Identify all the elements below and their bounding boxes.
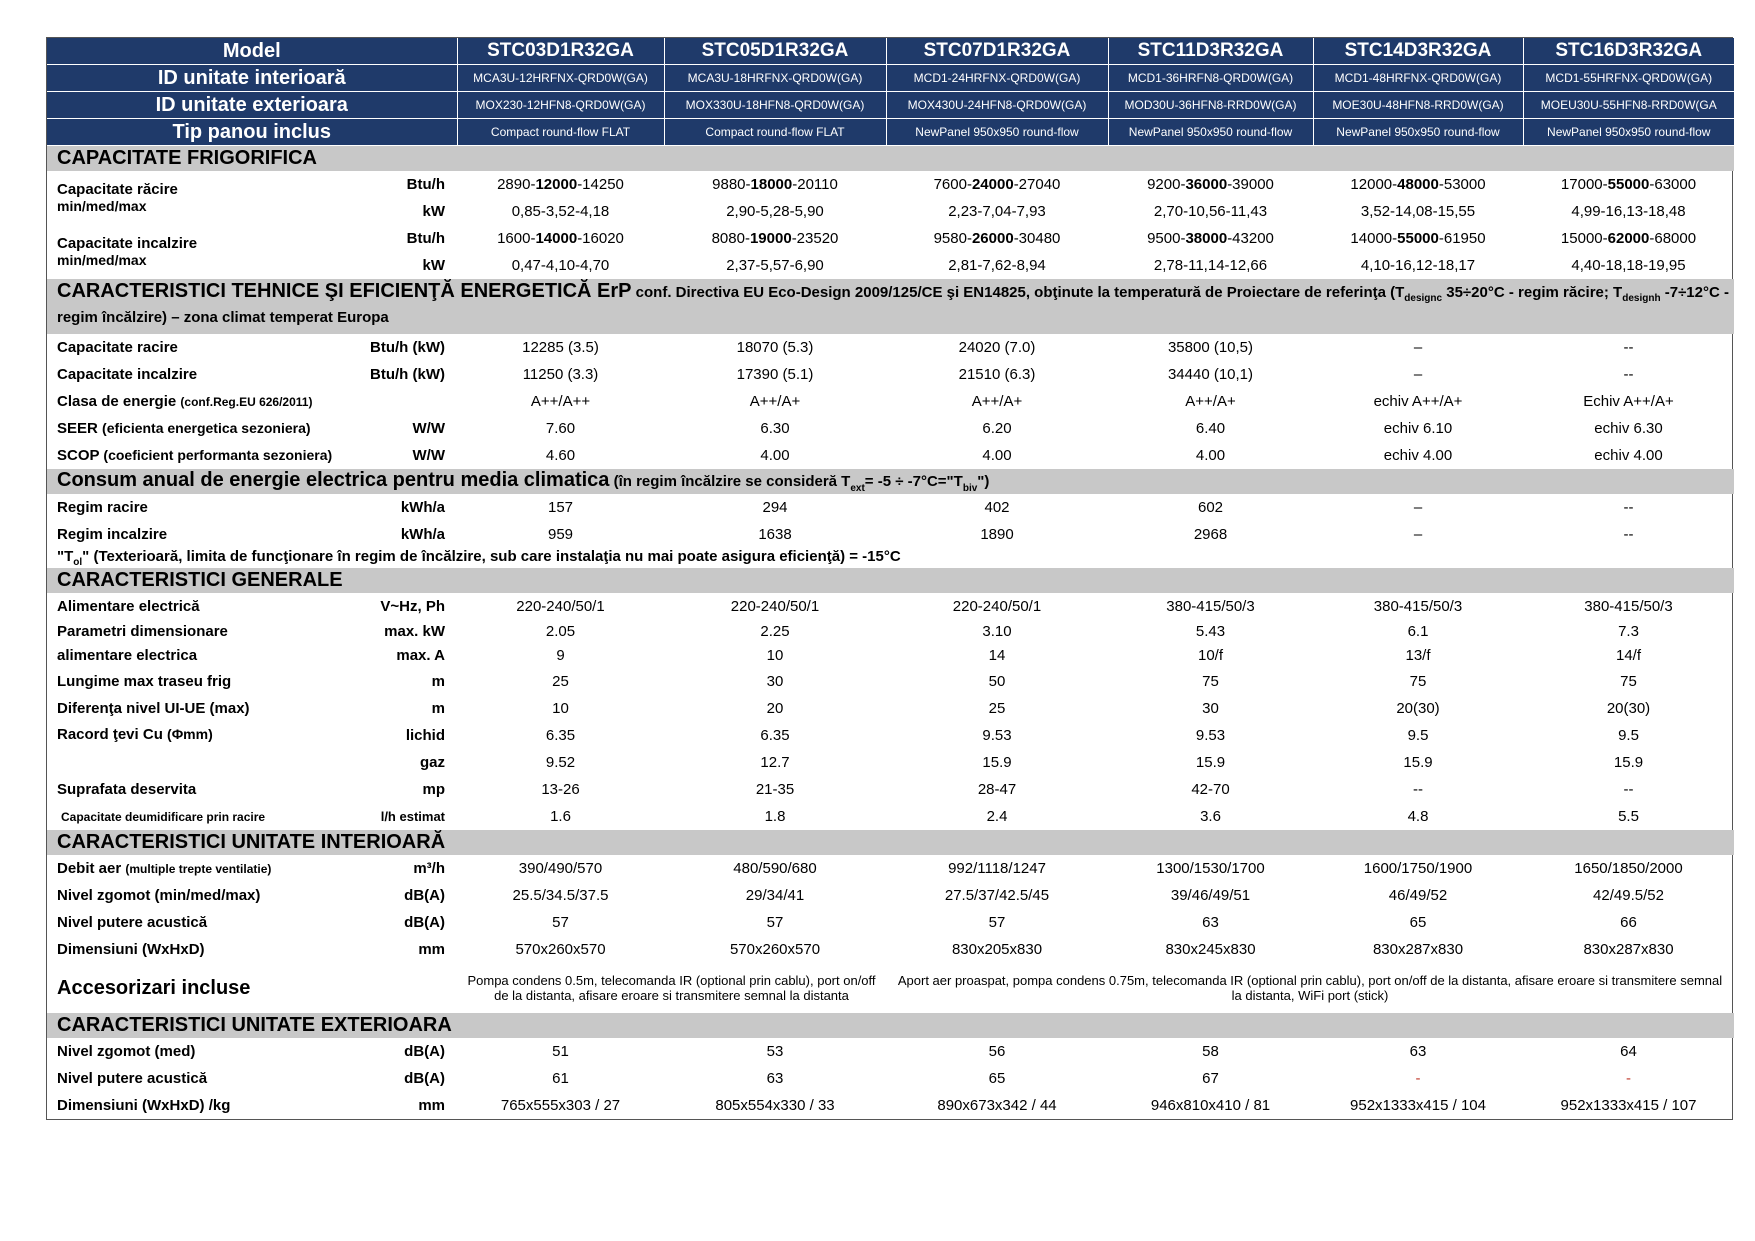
outdoor-noise-row	[47, 1038, 1734, 1065]
panel-type: NewPanel 950x950 round-flow	[1313, 119, 1523, 146]
outdoor-id: MOEU30U-55HFN8-RRD0W(GA	[1523, 92, 1734, 119]
unit-label: Btu/h (kW)	[370, 366, 445, 383]
indoor-id: MCD1-48HRFNX-QRD0W(GA)	[1313, 65, 1523, 92]
value-cell: echiv 4.00	[1383, 447, 1453, 464]
value-cell: 9.5	[1618, 727, 1639, 744]
value-cell: 9.53	[982, 727, 1012, 744]
unit-label: mm	[418, 1097, 445, 1114]
value-cell: 6.30	[760, 420, 790, 437]
value-cell: 64	[1620, 1043, 1637, 1060]
value-cell: 9200-36000-39000	[1147, 176, 1274, 193]
value-cell: 9.53	[1195, 727, 1226, 744]
row-label: Capacitate incalzire	[57, 366, 198, 383]
row-label: Debit aer (multiple trepte ventilatie)	[57, 860, 272, 877]
seer-row	[47, 415, 1734, 442]
panel-type: NewPanel 950x950 round-flow	[886, 119, 1108, 146]
value-cell: 25	[988, 700, 1006, 717]
value-cell: 75	[1202, 673, 1219, 690]
energy-class-row	[47, 388, 1734, 415]
value-cell: 830x245x830	[1165, 941, 1256, 958]
erp-heating-row	[47, 361, 1734, 388]
value-cell: 63	[766, 1070, 784, 1087]
value-cell: 10	[552, 700, 569, 717]
value-cell: 20	[766, 700, 784, 717]
panel-type: NewPanel 950x950 round-flow	[1523, 119, 1734, 146]
value-cell: 220-240/50/1	[952, 598, 1042, 615]
value-cell: 805x554x330 / 33	[715, 1097, 835, 1114]
value-cell: 14000-55000-61950	[1350, 230, 1486, 247]
value-cell: 952x1333x415 / 104	[1350, 1097, 1486, 1114]
value-cell: 21-35	[755, 781, 795, 798]
value-cell: 12000-48000-53000	[1350, 176, 1486, 193]
panel-label: Tip panou inclus	[47, 119, 457, 146]
value-cell: 20(30)	[1606, 700, 1651, 717]
value-cell: 30	[766, 673, 784, 690]
value-cell: 6.1 13/f	[1405, 623, 1431, 664]
value-cell: 57	[766, 914, 784, 931]
value-cell: echiv 6.30	[1594, 420, 1663, 437]
outdoor-dimensions-row	[47, 1092, 1734, 1119]
value-cell: 0,85-3,52-4,18	[511, 203, 610, 220]
value-cell: 65	[988, 1070, 1006, 1087]
value-cell: 18070 (5.3)	[736, 339, 814, 356]
section-title: CARACTERISTICI UNITATE INTERIOARĂ	[47, 830, 1734, 855]
value-cell: 27.5/37/42.5/45	[944, 887, 1050, 904]
value-cell: --	[1623, 339, 1634, 356]
airflow-row	[47, 855, 1734, 882]
value-cell: 50	[988, 673, 1006, 690]
value-cell: 4,40-18,18-19,95	[1571, 257, 1686, 274]
section-general	[47, 568, 1734, 593]
value-cell: 35800 (10,5)	[1167, 339, 1254, 356]
unit-label: dB(A)	[404, 914, 445, 931]
unit-label: mm	[418, 941, 445, 958]
value-cell: 9580-26000-30480	[933, 230, 1061, 247]
value-cell: 39/46/49/51	[1170, 887, 1251, 904]
row-label: SCOP (coeficient performanta sezoniera)	[57, 447, 333, 464]
value-cell: A++/A+	[1185, 393, 1236, 410]
scop-row	[47, 442, 1734, 469]
value-cell: 6.20	[982, 420, 1012, 437]
unit-label: kW	[422, 203, 445, 220]
value-cell: 4.00	[982, 447, 1012, 464]
value-cell: --	[1623, 526, 1634, 543]
annual-cooling-row	[47, 494, 1734, 521]
value-cell: 11250 (3.3)	[522, 366, 599, 383]
value-cell: 380-415/50/3	[1166, 598, 1255, 615]
value-cell: 402	[984, 499, 1010, 516]
value-cell: 1.8	[764, 808, 786, 825]
value-cell: --	[1623, 366, 1634, 383]
value-cell: 220-240/50/1	[516, 598, 605, 615]
value-cell: --	[1623, 499, 1634, 516]
row-label: Nivel zgomot (min/med/max)	[57, 887, 261, 904]
model-name: STC16D3R32GA	[1523, 38, 1734, 65]
value-cell: -	[1626, 1070, 1631, 1087]
unit-label: Btu/h	[406, 230, 445, 247]
indoor-id-row	[47, 65, 1734, 92]
value-cell: echiv 6.10	[1383, 420, 1453, 437]
value-cell: 890x673x342 / 44	[937, 1097, 1057, 1114]
value-cell: 2,23-7,04-7,93	[948, 203, 1046, 220]
value-cell: 63	[1202, 914, 1219, 931]
value-cell: 30	[1202, 700, 1219, 717]
value-cell: 4,99-16,13-18,48	[1571, 203, 1686, 220]
value-cell: 294	[762, 499, 788, 516]
unit-label: l/h estimat	[380, 809, 445, 824]
value-cell: 28-47	[977, 781, 1017, 798]
value-cell: 1638	[758, 526, 792, 543]
value-cell: 830x287x830	[1372, 941, 1464, 958]
value-cell: 946x810x410 / 81	[1150, 1097, 1271, 1114]
value-cell: 75	[1409, 673, 1427, 690]
value-cell: –	[1413, 526, 1423, 543]
value-cell: 9500-38000-43200	[1147, 230, 1274, 247]
value-cell: 6.40	[1195, 420, 1226, 437]
unit-label: m	[431, 700, 445, 717]
value-cell: 380-415/50/3	[1373, 598, 1463, 615]
value-cell: 12.7	[760, 754, 790, 771]
value-cell: --	[1623, 781, 1634, 798]
section-cooling-capacity	[47, 146, 1734, 172]
level-diff-row	[47, 695, 1734, 722]
section-title: CAPACITATE FRIGORIFICA	[47, 146, 1734, 172]
section-outdoor-unit	[47, 1013, 1734, 1038]
value-cell: 3.6	[1200, 808, 1221, 825]
area-row	[47, 776, 1734, 803]
erp-cooling-row	[47, 334, 1734, 361]
row-label: Nivel zgomot (med)	[57, 1043, 196, 1060]
cooling-capacity-label	[47, 171, 357, 225]
indoor-noise-row	[47, 882, 1734, 909]
value-cell: 67	[1202, 1070, 1219, 1087]
value-cell: 61	[552, 1070, 569, 1087]
accessories-text: Pompa condens 0.5m, telecomanda IR (optional prin cablu), port on/off de la distanta, afisare eroare si transmitere semnal la distanta	[467, 973, 876, 1003]
model-header-label: Model	[47, 38, 457, 65]
value-cell: 1890	[980, 526, 1014, 543]
value-cell: echiv 4.00	[1594, 447, 1663, 464]
value-cell: 21510 (6.3)	[958, 366, 1036, 383]
value-cell: 1600/1750/1900	[1363, 860, 1473, 877]
value-cell: 1650/1850/2000	[1574, 860, 1683, 877]
value-cell: 7600-24000-27040	[933, 176, 1061, 193]
value-cell: 1300/1530/1700	[1156, 860, 1265, 877]
value-cell: 15.9	[1403, 754, 1433, 771]
outdoor-id-row	[47, 92, 1734, 119]
panel-row	[47, 119, 1734, 146]
value-cell: 3.10 14	[982, 623, 1012, 664]
value-cell: 9.52	[545, 754, 576, 771]
row-label: Dimensiuni (WxHxD) /kg	[57, 1097, 231, 1114]
heating-capacity-label	[47, 225, 357, 279]
value-cell: 12285 (3.5)	[522, 339, 599, 356]
value-cell: –	[1413, 366, 1423, 383]
value-cell: echiv A++/A+	[1373, 393, 1463, 410]
section-title-main: CARACTERISTICI TEHNICE ŞI EFICIENŢĂ ENERGETICĂ ErP	[57, 280, 632, 302]
value-cell: 380-415/50/3	[1584, 598, 1673, 615]
value-cell: Echiv A++/A+	[1583, 393, 1674, 410]
outdoor-id: MOX430U-24HFN8-QRD0W(GA)	[886, 92, 1108, 119]
value-cell: 24020 (7.0)	[958, 339, 1036, 356]
value-cell: 51	[552, 1043, 569, 1060]
value-cell: A++/A++	[530, 393, 591, 410]
value-cell: –	[1413, 339, 1423, 356]
value-cell: 4.00	[1195, 447, 1226, 464]
unit-label: kW	[422, 257, 445, 274]
value-cell: A++/A+	[971, 393, 1023, 410]
value-cell: 17000-55000-63000	[1560, 176, 1697, 193]
unit-label: dB(A)	[404, 1070, 445, 1087]
section-indoor-unit	[47, 830, 1734, 855]
pipe-liquid-row	[47, 722, 1734, 749]
value-cell: 220-240/50/1	[730, 598, 820, 615]
value-cell: -	[1415, 1070, 1421, 1087]
power-supply-row	[47, 593, 1734, 620]
value-cell: 15.9	[1195, 754, 1226, 771]
row-label: Parametri dimensionare alimentare electrica	[57, 623, 228, 664]
heating-btu-row	[47, 225, 1734, 252]
value-cell: 42/49.5/52	[1593, 887, 1664, 904]
model-name: STC14D3R32GA	[1313, 38, 1523, 65]
row-label: Dimensiuni (WxHxD)	[57, 941, 205, 958]
row-label: Capacitate deumidificare prin racire	[61, 810, 266, 824]
unit-label: V~Hz, Ph	[380, 598, 445, 615]
indoor-id: MCD1-36HRFN8-QRD0W(GA)	[1108, 65, 1313, 92]
tol-note-row	[47, 548, 1734, 568]
value-cell: 2890-12000-14250	[497, 176, 624, 193]
indoor-id: MCD1-55HRFNX-QRD0W(GA)	[1523, 65, 1734, 92]
row-label: Regim racire	[57, 499, 148, 516]
value-cell: 8080-19000-23520	[711, 230, 839, 247]
spec-sheet	[46, 37, 1733, 1120]
value-cell: 58	[1202, 1043, 1219, 1060]
unit-label: gaz	[419, 754, 445, 771]
value-cell: 3,52-14,08-15,55	[1360, 203, 1476, 220]
value-cell: 4.60	[545, 447, 576, 464]
panel-type: Compact round-flow FLAT	[457, 119, 664, 146]
row-label: Capacitate incalzire	[57, 235, 198, 252]
model-row	[47, 38, 1734, 65]
tol-note: "$T_{ol}$" (Texterioară, limita de funcţionare în regim de încălzire, sub care instalaţia nu mai poate asigura eficienţă) = -15°C	[57, 548, 901, 568]
outdoor-id: MOD30U-36HFN8-RRD0W(GA)	[1108, 92, 1313, 119]
value-cell: 25	[552, 673, 569, 690]
pipe-length-row	[47, 668, 1734, 695]
indoor-id: MCA3U-12HRFNX-QRD0W(GA)	[457, 65, 664, 92]
value-cell: 53	[766, 1043, 784, 1060]
dehumidification-row	[47, 803, 1734, 830]
value-cell: 2,78-11,14-12,66	[1153, 257, 1268, 274]
panel-type: NewPanel 950x950 round-flow	[1108, 119, 1313, 146]
value-cell: 1.6	[550, 808, 571, 825]
indoor-id-label: ID unitate interioară	[47, 65, 457, 92]
row-label: Racord ţevi Cu (Φmm)	[57, 726, 213, 743]
outdoor-id-label: ID unitate exterioara	[47, 92, 457, 119]
value-cell: 66	[1620, 914, 1637, 931]
panel-type: Compact round-flow FLAT	[664, 119, 886, 146]
row-sublabel: min/med/max	[57, 198, 147, 214]
value-cell: 2,90-5,28-5,90	[726, 203, 824, 220]
section-title: CARACTERISTICI TEHNICE ŞI EFICIENŢĂ ENERGETICĂ ErP conf. Directiva EU Eco-Design 2009/125/CE şi EN14825, obţinute la temperatură de Proiectare de referinţa ($T_{designc}$ 35÷20°C - regim răcire; $T_{designh}$ -7÷12°C - regim încălzire) – zona climat temperat Europa	[47, 279, 1734, 334]
section-title: CARACTERISTICI GENERALE	[47, 568, 1734, 593]
value-cell: 4,10-16,12-18,17	[1360, 257, 1476, 274]
value-cell: 29/34/41	[745, 887, 805, 904]
value-cell: 20(30)	[1396, 700, 1440, 717]
row-label: Nivel putere acustică	[57, 914, 208, 931]
row-label: Alimentare electrică	[57, 598, 200, 615]
value-cell: 57	[988, 914, 1006, 931]
value-cell: 480/590/680	[733, 860, 817, 877]
unit-label: mp	[422, 781, 445, 798]
value-cell: --	[1413, 781, 1423, 798]
value-cell: 34440 (10,1)	[1167, 366, 1254, 383]
model-name: STC11D3R32GA	[1108, 38, 1313, 65]
section-title: CARACTERISTICI UNITATE EXTERIOARA	[47, 1013, 1734, 1038]
value-cell: 830x205x830	[951, 941, 1043, 958]
model-name: STC05D1R32GA	[664, 38, 886, 65]
row-sublabel: min/med/max	[57, 252, 147, 268]
value-cell: 9880-18000-20110	[712, 176, 838, 193]
value-cell: 952x1333x415 / 107	[1560, 1097, 1697, 1114]
model-name: STC03D1R32GA	[457, 38, 664, 65]
value-cell: 13-26	[541, 781, 580, 798]
row-label: Accesorizari incluse	[57, 976, 251, 999]
outdoor-id: MOX330U-18HFN8-QRD0W(GA)	[664, 92, 886, 119]
value-cell: 2.4	[986, 808, 1008, 825]
section-erp	[47, 279, 1734, 334]
spec-table	[47, 38, 1734, 1119]
unit-label: dB(A)	[404, 887, 445, 904]
value-cell: A++/A+	[749, 393, 801, 410]
value-cell: 6.35	[760, 727, 790, 744]
indoor-id: MCA3U-18HRFNX-QRD0W(GA)	[664, 65, 886, 92]
value-cell: 63	[1409, 1043, 1427, 1060]
value-cell: 992/1118/1247	[948, 860, 1046, 877]
value-cell: 65	[1409, 914, 1427, 931]
value-cell: 5.5	[1618, 808, 1639, 825]
value-cell: 75	[1620, 673, 1637, 690]
unit-label: kWh/a	[400, 499, 445, 516]
value-cell: 25.5/34.5/37.5	[512, 887, 609, 904]
value-cell: 15000-62000-68000	[1560, 230, 1697, 247]
cooling-btu-row	[47, 171, 1734, 198]
value-cell: 390/490/570	[518, 860, 603, 877]
indoor-power-row	[47, 909, 1734, 936]
indoor-dimensions-row	[47, 936, 1734, 963]
section-title: Consum anual de energie electrica pentru media climatica (în regim încălzire se consideră $T_{ext}= -5$ ÷ $-7^\circ C="T_{biv}$")	[47, 469, 1734, 494]
value-cell: 9.5	[1407, 727, 1429, 744]
unit-label: max. kW max. A	[384, 623, 445, 664]
value-cell: 765x555x303 / 27	[500, 1097, 621, 1114]
row-label: Nivel putere acustică	[57, 1070, 208, 1087]
value-cell: 959	[547, 526, 574, 543]
unit-label: dB(A)	[404, 1043, 445, 1060]
row-label: Diferenţa nivel UI-UE (max)	[57, 700, 250, 717]
value-cell: 2.25 10	[760, 623, 790, 664]
value-cell: 56	[988, 1043, 1006, 1060]
section-annual-consumption	[47, 469, 1734, 494]
unit-label: Btu/h	[406, 176, 445, 193]
value-cell: 17390 (5.1)	[736, 366, 814, 383]
accessories-row	[47, 963, 1734, 1013]
unit-label: m³/h	[413, 860, 445, 877]
unit-label: kWh/a	[400, 526, 445, 543]
value-cell: 7.60	[545, 420, 576, 437]
value-cell: 2.05 9	[545, 623, 576, 664]
value-cell: 6.35	[545, 727, 576, 744]
value-cell: 0,47-4,10-4,70	[511, 257, 610, 274]
value-cell: 5.43 10/f	[1195, 623, 1226, 664]
row-label: Capacitate racire	[57, 339, 178, 356]
unit-label: m	[431, 673, 445, 690]
unit-label: W/W	[412, 447, 445, 464]
value-cell: 15.9	[982, 754, 1012, 771]
row-label: Regim incalzire	[57, 526, 168, 543]
value-cell: 830x287x830	[1583, 941, 1674, 958]
sizing-row	[47, 620, 1734, 668]
row-label: Suprafata deservita	[57, 781, 197, 798]
row-label: Lungime max traseu frig	[57, 673, 232, 690]
model-name: STC07D1R32GA	[886, 38, 1108, 65]
value-cell: 2,81-7,62-8,94	[948, 257, 1046, 274]
value-cell: 57	[552, 914, 569, 931]
value-cell: 46/49/52	[1388, 887, 1448, 904]
value-cell: 4.00	[760, 447, 790, 464]
outdoor-id: MOX230-12HFN8-QRD0W(GA)	[457, 92, 664, 119]
value-cell: 2,37-5,57-6,90	[726, 257, 824, 274]
value-cell: 42-70	[1191, 781, 1230, 798]
unit-label: Btu/h (kW)	[370, 339, 445, 356]
value-cell: 157	[547, 499, 574, 516]
unit-label: lichid	[405, 727, 445, 744]
value-cell: 570x260x570	[515, 941, 606, 958]
row-label: Clasa de energie (conf.Reg.EU 626/2011)	[57, 393, 313, 410]
value-cell: 4.8	[1407, 808, 1429, 825]
outdoor-power-row	[47, 1065, 1734, 1092]
value-cell: 1600-14000-16020	[497, 230, 624, 247]
value-cell: –	[1413, 499, 1423, 516]
value-cell: 15.9	[1613, 754, 1644, 771]
indoor-id: MCD1-24HRFNX-QRD0W(GA)	[886, 65, 1108, 92]
row-label: SEER (eficienta energetica sezoniera)	[57, 420, 311, 437]
value-cell: 2,70-10,56-11,43	[1153, 203, 1268, 220]
accessories-text: Aport aer proaspat, pompa condens 0.75m, telecomanda IR (optional prin cablu), port on/off de la distanta, afisare eroare si transmitere semnal la distanta, WiFi port (stick)	[897, 973, 1723, 1003]
value-cell: 7.3 14/f	[1615, 623, 1642, 664]
value-cell: 570x260x570	[729, 941, 821, 958]
row-label: Capacitate răcire	[57, 181, 178, 198]
outdoor-id: MOE30U-48HFN8-RRD0W(GA)	[1313, 92, 1523, 119]
value-cell: 2968	[1193, 526, 1228, 543]
unit-label: W/W	[412, 420, 445, 437]
annual-heating-row	[47, 521, 1734, 548]
value-cell: 602	[1197, 499, 1224, 516]
